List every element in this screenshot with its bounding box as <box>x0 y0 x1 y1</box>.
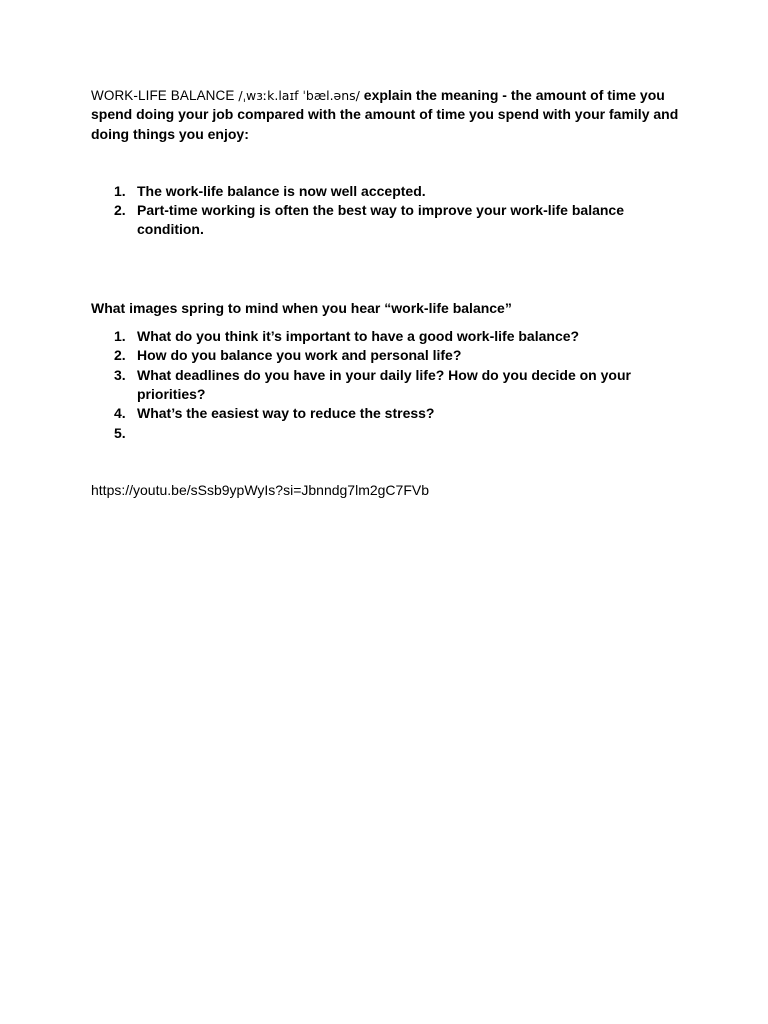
list-item-number: 3. <box>114 366 126 383</box>
list-item-number: 2. <box>114 202 126 219</box>
list-item-text: What deadlines do you have in your daily life? How do you decide on your priorities? <box>137 366 631 402</box>
list-item <box>91 346 681 365</box>
list-item-number: 1. <box>114 328 126 345</box>
list-item <box>91 182 681 201</box>
video-link[interactable]: https://youtu.be/sSsb9ypWyIs?si=Jbnndg7lm2gC7FVb <box>91 481 430 498</box>
term-definition: explain the meaning - the amount of time you spend doing your job compared with the amount of time you spend with your family and doing things you enjoy: <box>91 87 679 142</box>
phonetic-transcription: /ˌwɜːk.laɪf ˈbæl.əns/ <box>238 88 360 103</box>
list-item <box>91 201 681 240</box>
discussion-questions-list <box>91 327 681 443</box>
list-item-number: 4. <box>114 405 126 422</box>
discussion-prompt: What images spring to mind when you hear “work-life balance” <box>91 299 512 316</box>
list-item-text: What do you think it’s important to have a good work-life balance? <box>137 328 580 345</box>
list-item-text: Part-time working is often the best way to improve your work-life balance condition. <box>137 202 624 238</box>
list-item-number: 1. <box>114 182 126 199</box>
list-item-number: 2. <box>114 347 126 364</box>
list-item <box>91 366 681 405</box>
term-heading: WORK-LIFE BALANCE <box>91 88 235 103</box>
list-item <box>91 327 681 346</box>
list-item <box>91 404 681 423</box>
example-sentences-list <box>91 182 681 240</box>
list-item-text: What’s the easiest way to reduce the stress? <box>137 405 435 422</box>
list-item <box>91 424 681 443</box>
list-item-text: The work-life balance is now well accepted. <box>137 182 426 199</box>
intro-paragraph <box>91 86 681 144</box>
list-item-text: How do you balance you work and personal life? <box>137 347 462 364</box>
document-page <box>91 86 681 500</box>
list-item-number: 5. <box>114 424 126 441</box>
